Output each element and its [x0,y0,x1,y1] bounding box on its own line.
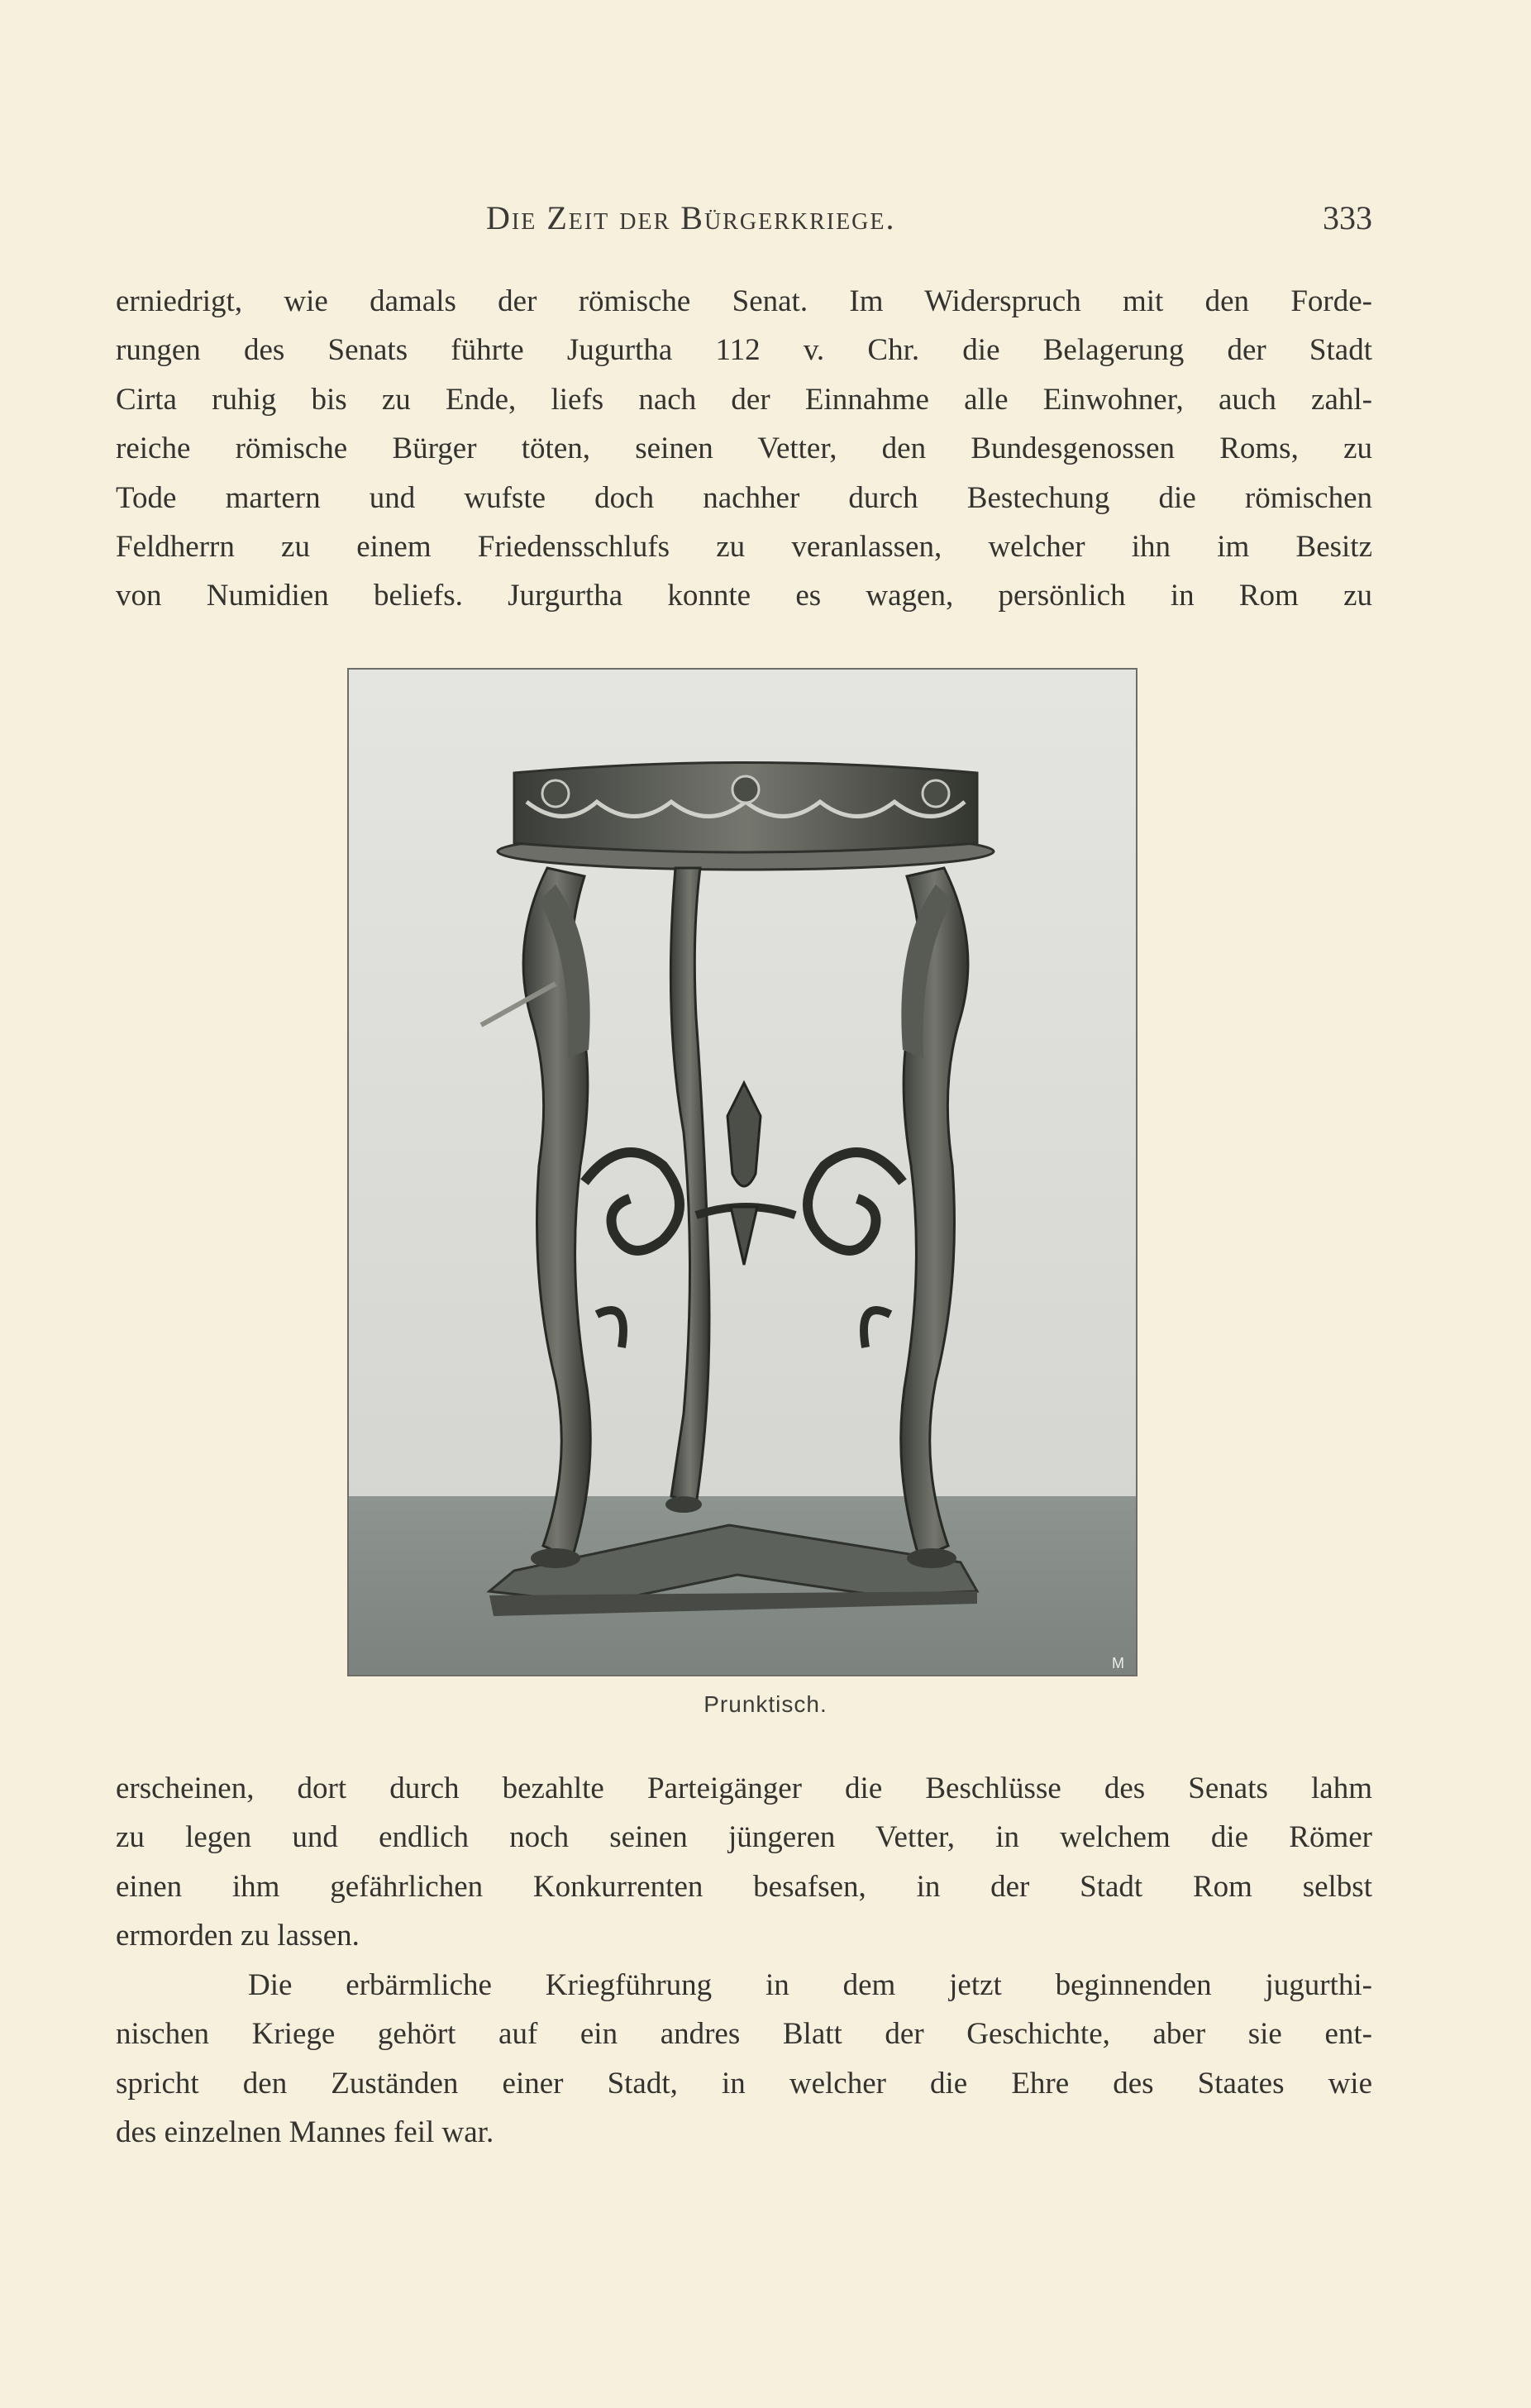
text-line: Tode martern und wufste doch nachher durch Bestechung die römischen [116,480,1372,515]
paragraph-3 [116,1961,1372,2158]
text-line: Die erbärmliche Kriegführung in dem jetzt beginnenden jugurthi- [248,1968,1372,2002]
text-line: Feldherrn zu einem Friedensschlufs zu veranlassen, welcher ihn im Besitz [116,529,1372,564]
text-line: nischen Kriege gehört auf ein andres Blatt der Geschichte, aber sie ent- [116,2017,1372,2052]
running-title: Die Zeit der Bürgerkriege. [486,199,896,236]
engraver-mark: M [1112,1655,1124,1671]
running-head [116,198,1372,248]
text-line: spricht den Zuständen einer Stadt, in welcher die Ehre des Staates wie [116,2066,1372,2100]
text-line: ermorden zu lassen. [116,1919,360,1953]
text-line: Cirta ruhig bis zu Ende, liefs nach der Einnahme alle Einwohner, auch zahl- [116,382,1372,417]
page-number: 333 [1323,199,1372,236]
illustration-table [347,668,1138,1676]
text-line: erniedrigt, wie damals der römische Senat. Im Widerspruch mit den Forde- [116,284,1372,318]
text-line: zu legen und endlich noch seinen jüngeren Vetter, in welchem die Römer [116,1820,1372,1855]
text-line: von Numidien beliefs. Jurgurtha konnte es wagen, persönlich in Rom zu [116,579,1372,613]
figure-caption: Prunktisch. [703,1691,828,1717]
paragraph-1 [116,277,1372,621]
ornate-table-illustration [349,670,1136,1675]
text-line: reiche römische Bürger töten, seinen Vetter, den Bundesgenossen Roms, zu [116,432,1372,466]
text-line: erscheinen, dort durch bezahlte Parteigänger die Beschlüsse des Senats lahm [116,1771,1372,1805]
text-line: rungen des Senats führte Jugurtha 112 v. Chr. die Belagerung der Stadt [116,333,1372,368]
paragraph-2 [116,1764,1372,1961]
text-line: einen ihm gefährlichen Konkurrenten besafsen, in der Stadt Rom selbst [116,1869,1372,1904]
text-line: des einzelnen Mannes feil war. [116,2115,494,2150]
